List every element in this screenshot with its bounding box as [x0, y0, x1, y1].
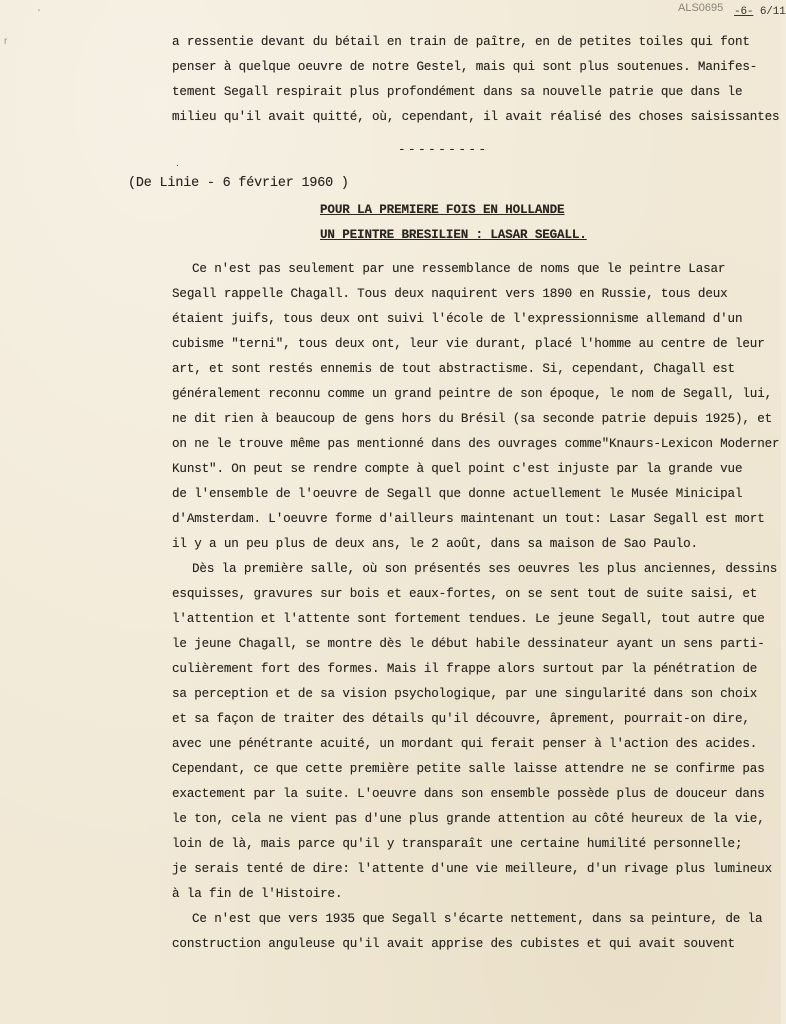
text-line: et sa façon de traiter des détails qu'il découvre, âprement, pourrait-on dire, — [172, 712, 750, 726]
text-line: l'attention et l'attente sont fortement tendues. Le jeune Segall, tout autre que — [172, 612, 765, 626]
text-line: Cependant, ce que cette première petite salle laisse attendre ne se confirme pas — [172, 762, 765, 776]
handwritten-page-note: 6/11 — [759, 6, 786, 18]
text-line: culièrement fort des formes. Mais il frappe alors surtout par la pénétration de — [172, 662, 758, 676]
text-line: ne dit rien à beaucoup de gens hors du Brésil (sa seconde patrie depuis 1925), et — [172, 412, 773, 426]
text-line: étaient juifs, tous deux ont suivi l'école de l'expressionnisme allemand d'un — [172, 312, 743, 326]
page-number-text: -6- — [734, 6, 754, 18]
text-line: Segall rappelle Chagall. Tous deux naquirent vers 1890 en Russie, tous deux — [172, 287, 728, 301]
text-line: à la fin de l'Histoire. — [172, 887, 343, 901]
text-line: Ce n'est pas seulement par une ressemblance de noms que le peintre Lasar — [192, 262, 726, 276]
text-line: on ne le trouve même pas mentionné dans des ouvrages comme"Knaurs-Lexicon Moderner — [172, 437, 780, 451]
article-title-line-2: UN PEINTRE BRESILIEN : LASAR SEGALL. — [320, 228, 587, 242]
text-line: Ce n'est que vers 1935 que Segall s'écarte nettement, dans sa peinture, de la — [192, 912, 763, 926]
text-line: le ton, cela ne vient pas d'une plus grande attention au côté heureux de la vie, — [172, 812, 765, 826]
text-line: il y a un peu plus de deux ans, le 2 août, dans sa maison de Sao Paulo. — [172, 537, 698, 551]
text-line: esquisses, gravures sur bois et eaux-fortes, on se sent tout de suite saisi, et — [172, 587, 758, 601]
text-line: art, et sont restés ennemis de tout abstractisme. Si, cependant, Chagall est — [172, 362, 735, 376]
page-number — [734, 6, 786, 18]
archive-reference: ALS0695 — [678, 2, 724, 14]
text-line: loin de là, mais parce qu'il y transparaît une certaine humilité personnelle; — [172, 837, 743, 851]
text-line: penser à quelque oeuvre de notre Gestel, mais qui sont plus soutenues. Manifes- — [172, 60, 758, 74]
text-line: construction anguleuse qu'il avait apprise des cubistes et qui avait souvent — [172, 937, 735, 951]
text-line: a ressentie devant du bétail en train de paître, en de petites toiles qui font — [172, 35, 750, 49]
source-citation: (De Linie - 6 février 1960 ) — [128, 176, 349, 191]
margin-mark: . — [176, 158, 179, 169]
text-line: avec une pénétrante acuité, un mordant qui ferait penser à l'action des acides. — [172, 737, 758, 751]
separator: --------- — [398, 143, 489, 157]
text-line: tement Segall respirait plus profondément dans sa nouvelle patrie que dans le — [172, 85, 743, 99]
text-line: Kunst". On peut se rendre compte à quel point c'est injuste par la grande vue — [172, 462, 743, 476]
text-line: je serais tenté de dire: l'attente d'une vie meilleure, d'un rivage plus lumineux — [172, 862, 773, 876]
article-title-line-1: POUR LA PREMIERE FOIS EN HOLLANDE — [320, 203, 565, 217]
text-line: d'Amsterdam. L'oeuvre forme d'ailleurs maintenant un tout: Lasar Segall est mort — [172, 512, 765, 526]
text-line: le jeune Chagall, se montre dès le début habile dessinateur ayant un sens parti- — [172, 637, 765, 651]
margin-mark: r — [4, 36, 8, 47]
text-line: exactement par la suite. L'oeuvre dans son ensemble possède plus de douceur dans — [172, 787, 765, 801]
text-line: de l'ensemble de l'oeuvre de Segall que donne actuellement le Musée Minicipal — [172, 487, 743, 501]
text-line: Dès la première salle, où son présentés ses oeuvres les plus anciennes, dessins — [192, 562, 778, 576]
text-line: généralement reconnu comme un grand peintre de son époque, le nom de Segall, lui, — [172, 387, 773, 401]
text-line: milieu qu'il avait quitté, où, cependant, il avait réalisé des choses saisissantes — [172, 110, 780, 124]
margin-mark: ' — [38, 8, 40, 19]
text-line: sa perception et de sa vision psychologique, par une singularité dans son choix — [172, 687, 758, 701]
text-line: cubisme "terni", tous deux ont, leur vie durant, placé l'homme au centre de leur — [172, 337, 765, 351]
